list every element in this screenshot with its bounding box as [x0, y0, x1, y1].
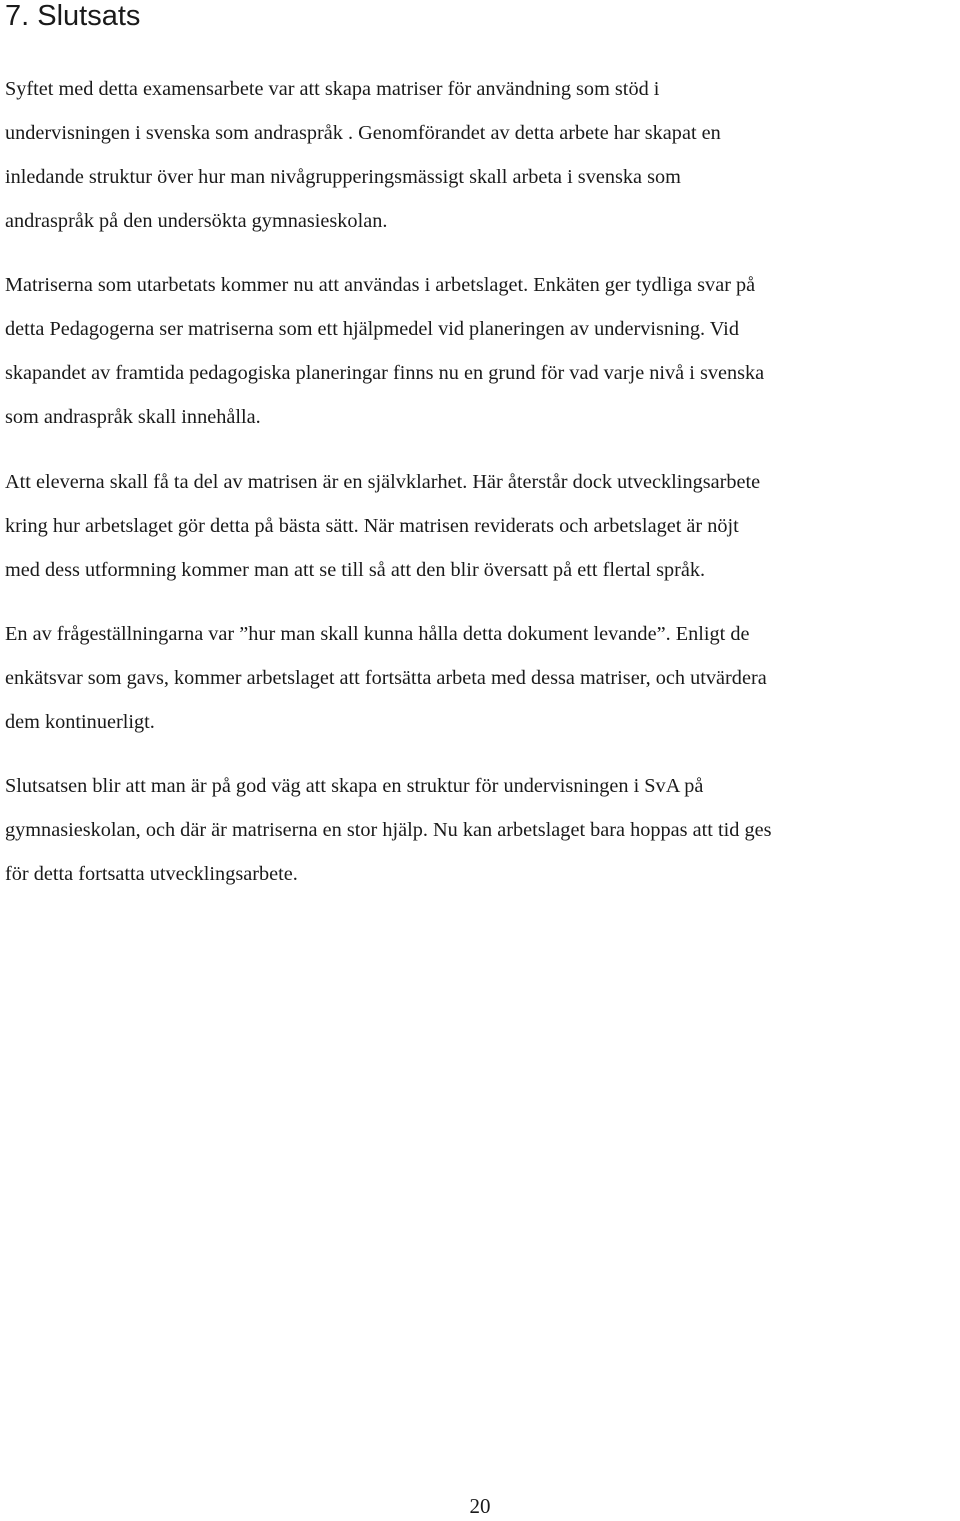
- paragraph-3: [5, 460, 960, 592]
- paragraph-line: En av frågeställningarna var ”hur man skall kunna hålla detta dokument levande”. Enligt de: [5, 623, 750, 645]
- paragraph-line: Att eleverna skall få ta del av matrisen är en självklarhet. Här återstår dock utvecklingsarbete: [5, 471, 761, 493]
- paragraph-5: [5, 764, 960, 896]
- paragraph-line: för detta fortsatta utvecklingsarbete.: [5, 863, 298, 885]
- paragraph-line: med dess utformning kommer man att se till så att den blir översatt på ett flertal språk.: [5, 559, 706, 581]
- section-heading: 7. Slutsats: [5, 0, 141, 32]
- paragraph-line: Matriserna som utarbetats kommer nu att användas i arbetslaget. Enkäten ger tydliga svar på: [5, 274, 756, 296]
- paragraph-line: inledande struktur över hur man nivågrupperingsmässigt skall arbeta i svenska som: [5, 166, 681, 188]
- paragraph-line: detta Pedagogerna ser matriserna som ett hjälpmedel vid planeringen av undervisning. Vid: [5, 318, 739, 340]
- paragraph-line: Syftet med detta examensarbete var att skapa matriser för användning som stöd i: [5, 78, 660, 100]
- paragraph-line: dem kontinuerligt.: [5, 711, 155, 733]
- page-number: 20: [469, 1494, 491, 1518]
- paragraph-2: [5, 263, 960, 439]
- paragraph-4: [5, 612, 960, 744]
- paragraph-line: gymnasieskolan, och där är matriserna en stor hjälp. Nu kan arbetslaget bara hoppas att tid ges: [5, 819, 772, 841]
- paragraph-line: andraspråk på den undersökta gymnasieskolan.: [5, 210, 388, 232]
- paragraph-line: enkätsvar som gavs, kommer arbetslaget att fortsätta arbeta med dessa matriser, och utvärdera: [5, 667, 767, 689]
- paragraph-1: [5, 67, 960, 243]
- paragraph-line: undervisningen i svenska som andraspråk . Genomförandet av detta arbete har skapat en: [5, 122, 721, 144]
- paragraph-line: som andraspråk skall innehålla.: [5, 406, 261, 428]
- paragraph-line: skapandet av framtida pedagogiska planeringar finns nu en grund för vad varje nivå i svenska: [5, 362, 765, 384]
- paragraph-line: Slutsatsen blir att man är på god väg att skapa en struktur för undervisningen i SvA på: [5, 775, 704, 797]
- paragraph-line: kring hur arbetslaget gör detta på bästa sätt. När matrisen reviderats och arbetslaget är nöjt: [5, 515, 739, 537]
